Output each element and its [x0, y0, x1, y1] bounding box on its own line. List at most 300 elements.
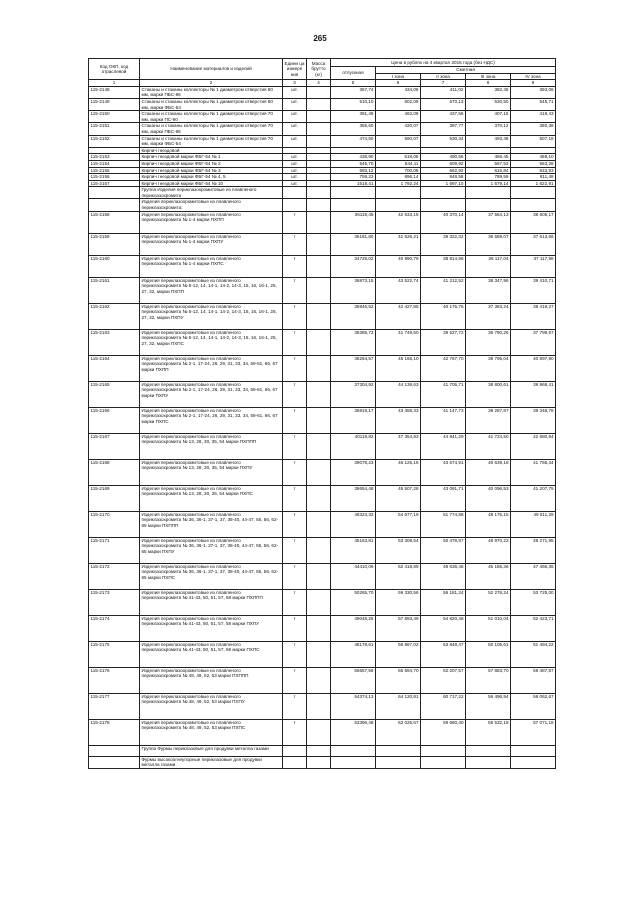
cell-zone-2: 49 636,45	[421, 563, 466, 589]
cell-zone-4: 51 494,22	[511, 641, 556, 667]
cell-mass	[307, 233, 331, 255]
cell-zone-2: 44 841,29	[421, 433, 466, 459]
cell-zone-2: 54 820,48	[421, 615, 466, 641]
cell-price: 50265,70	[331, 589, 376, 615]
cell-mass	[307, 589, 331, 615]
cell-code	[89, 756, 140, 768]
cell-mass	[307, 86, 331, 98]
cell-name: Изделия периклазохромитовые из плавленого периклазохромита № 5-12, 14, 14-1, 14-2, 14-3, 15, 16, 16-1, 25, 27, 32, марки ПХПС	[140, 329, 283, 355]
cell-name: Изделия периклазохромитовые из плавленого периклазохромита № 41-43, 50, 51, 57, 58 марки ПХППП	[140, 589, 283, 615]
cell-mass	[307, 167, 331, 174]
cell-code: 115-2157	[89, 180, 140, 187]
header-name: Наименование материалов и изделий	[140, 59, 283, 80]
cell-mass	[307, 719, 331, 745]
cell-unit: т	[283, 381, 307, 407]
column-index: 5	[331, 80, 376, 87]
cell-name: Кирпич гнездовой марки ФБГ-54 № 4, 5	[140, 174, 283, 181]
table-header	[89, 59, 556, 87]
cell-zone-2	[421, 147, 466, 154]
cell-zone-1: 47 354,93	[376, 433, 421, 459]
cell-zone-4: 42 880,84	[511, 433, 556, 459]
cell-price: 35945,52	[331, 303, 376, 329]
cell-mass	[307, 693, 331, 719]
cell-code	[89, 187, 140, 199]
cell-zone-2: 39 322,32	[421, 233, 466, 255]
cell-zone-3: 530,50	[466, 98, 511, 110]
cell-price: 40119,82	[331, 433, 376, 459]
cell-price: 391,49	[331, 111, 376, 123]
cell-zone-2: 41 705,71	[421, 381, 466, 407]
table-row	[89, 160, 556, 167]
cell-zone-1: 462,09	[376, 111, 421, 123]
cell-mass	[307, 756, 331, 768]
cell-unit: шт.	[283, 180, 307, 187]
cell-zone-4: 47 466,35	[511, 563, 556, 589]
cell-zone-2: 437,56	[421, 111, 466, 123]
cell-zone-1: 56 867,02	[376, 641, 421, 667]
cell-code	[89, 745, 140, 756]
page-number: 265	[313, 34, 327, 43]
cell-mass	[307, 381, 331, 407]
cell-zone-3: 36 780,26	[466, 329, 511, 355]
cell-price: 49048,25	[331, 615, 376, 641]
cell-zone-3: 51 010,04	[466, 615, 511, 641]
cell-mass	[307, 277, 331, 303]
cell-zone-3: 40 096,53	[466, 485, 511, 511]
cell-unit: т	[283, 459, 307, 485]
cell-zone-2: 51 774,88	[421, 511, 466, 537]
header-price-group: Цена в рублях на 4 квартал 2015 года (без НДС)	[331, 59, 556, 67]
cell-zone-2	[421, 187, 466, 199]
column-index: 4	[307, 80, 331, 87]
cell-name: Изделия периклазохромитовые из плавленого периклазохромита № 1-4 марки ПХПУ	[140, 233, 283, 255]
table-row	[89, 303, 556, 329]
cell-unit: шт.	[283, 98, 307, 110]
table-row	[89, 211, 556, 233]
column-index: 9	[511, 80, 556, 87]
cell-price: 759,23	[331, 174, 376, 181]
cell-name: Изделия периклазохромитовые из плавленого периклазохромита № 2-1, 17-24, 26, 29, 31, 33, 34, 59-61, 66, 67 марки ПХПП	[140, 355, 283, 381]
cell-zone-2: 56 181,24	[421, 589, 466, 615]
cell-zone-4	[511, 187, 556, 199]
cell-zone-2: 41 212,52	[421, 277, 466, 303]
cell-unit: шт.	[283, 123, 307, 135]
cell-code: 115-2155	[89, 167, 140, 174]
cell-unit: т	[283, 589, 307, 615]
cell-code: 115-2164	[89, 355, 140, 381]
cell-zone-1: 896,14	[376, 174, 421, 181]
cell-mass	[307, 407, 331, 433]
cell-code: 115-2176	[89, 667, 140, 693]
cell-zone-4	[511, 147, 556, 154]
cell-mass	[307, 433, 331, 459]
cell-zone-2: 43 091,71	[421, 485, 466, 511]
cell-unit	[283, 199, 307, 211]
cell-zone-3: 55 532,18	[466, 719, 511, 745]
cell-name: Группа Изделия периклазохромитовые из плавленого периклазохромита	[140, 187, 283, 199]
table-row	[89, 255, 556, 277]
cell-zone-1: 518,05	[376, 154, 421, 161]
cell-code: 115-2175	[89, 641, 140, 667]
cell-name: Изделия периклазохромитовые из плавленого периклазохромита № 13, 28, 30, 35, 54 марки ПХППП	[140, 433, 283, 459]
header-otpusknaya: отпускная	[331, 67, 376, 80]
cell-unit: т	[283, 407, 307, 433]
cell-zone-1: 54 677,19	[376, 511, 421, 537]
cell-zone-2: 570,13	[421, 98, 466, 110]
table-row	[89, 123, 556, 135]
cell-zone-2: 609,92	[421, 160, 466, 167]
cell-price: 545,70	[331, 160, 376, 167]
cell-zone-4: 545,71	[511, 98, 556, 110]
cell-price: 44410,09	[331, 563, 376, 589]
cell-zone-3: 48 176,15	[466, 511, 511, 537]
cell-price: 46323,33	[331, 511, 376, 537]
table-row	[89, 459, 556, 485]
table-row	[89, 433, 556, 459]
table-row	[89, 98, 556, 110]
cell-code: 115-2174	[89, 615, 140, 641]
cell-code: 115-2165	[89, 381, 140, 407]
cell-name: Кирпич гнездовой марки ФБГ-54 № 10	[140, 180, 283, 187]
cell-zone-3: 39 795,04	[466, 355, 511, 381]
table-row	[89, 329, 556, 355]
cell-unit: шт.	[283, 111, 307, 123]
cell-zone-2: 530,34	[421, 135, 466, 147]
cell-code: 115-2160	[89, 255, 140, 277]
cell-zone-3: 616,84	[466, 167, 511, 174]
cell-mass	[307, 180, 331, 187]
cell-zone-3	[466, 756, 511, 768]
cell-code: 115-2152	[89, 135, 140, 147]
cell-mass	[307, 745, 331, 756]
cell-code: 115-2149	[89, 98, 140, 110]
cell-zone-3: 407,15	[466, 111, 511, 123]
cell-price: 37304,92	[331, 381, 376, 407]
price-table	[88, 58, 556, 769]
cell-unit	[283, 187, 307, 199]
cell-name: Изделия периклазохромитовые из плавленого периклазохромита № 48, 49, 52, 53 марки ПХПС	[140, 719, 283, 745]
cell-mass	[307, 667, 331, 693]
cell-mass	[307, 255, 331, 277]
table-row	[89, 111, 556, 123]
cell-name: Изделия периклазохромитовые из плавленого периклазохромита № 41-43, 50, 51, 57, 58 марки ПХПС	[140, 641, 283, 667]
cell-zone-2: 490,55	[421, 154, 466, 161]
group-row	[89, 745, 556, 756]
cell-zone-1: 41 749,50	[376, 329, 421, 355]
cell-zone-1: 57 893,49	[376, 615, 421, 641]
cell-zone-2: 42 767,70	[421, 355, 466, 381]
cell-name: Изделия периклазохромитовые из плавленого периклазохромита № 1-4 марки ПХПП	[140, 211, 283, 233]
cell-unit: т	[283, 719, 307, 745]
cell-zone-3: 1 579,14	[466, 180, 511, 187]
table-row	[89, 167, 556, 174]
cell-price: 510,10	[331, 98, 376, 110]
cell-mass	[307, 211, 331, 233]
cell-name: Кирпич гнездовой марки ФБГ-54 № 2	[140, 160, 283, 167]
cell-zone-2: 50 478,87	[421, 537, 466, 563]
cell-zone-1: 42 427,85	[376, 303, 421, 329]
cell-code: 115-2167	[89, 433, 140, 459]
cell-price: 54374,13	[331, 693, 376, 719]
cell-code: 115-2168	[89, 459, 140, 485]
table-row	[89, 511, 556, 537]
table-row	[89, 355, 556, 381]
cell-zone-4: 58 062,67	[511, 693, 556, 719]
cell-unit: шт.	[283, 154, 307, 161]
header-zone-4: IV зона	[511, 73, 556, 80]
cell-zone-1: 1 792,24	[376, 180, 421, 187]
cell-zone-3: 57 883,70	[466, 667, 511, 693]
cell-unit: т	[283, 537, 307, 563]
table-row	[89, 693, 556, 719]
cell-name: Изделия периклазохромитовые из плавленого периклазохромита № 41-43, 50, 51, 57, 58 марки ПХПУ	[140, 615, 283, 641]
cell-zone-2: 60 717,22	[421, 693, 466, 719]
cell-zone-3: 493,48	[466, 135, 511, 147]
cell-zone-4: 41 765,44	[511, 459, 556, 485]
table-row	[89, 589, 556, 615]
cell-name: Изделия периклазохромитовые из плавленого периклазохромита № 2-1, 17-24, 26, 29, 31, 33, 34, 59-61, 66, 67 марки ПХПС	[140, 407, 283, 433]
cell-zone-1: 59 330,56	[376, 589, 421, 615]
cell-zone-4	[511, 756, 556, 768]
cell-zone-3	[466, 147, 511, 154]
cell-zone-3: 37 564,13	[466, 211, 511, 233]
cell-unit: т	[283, 233, 307, 255]
table-row	[89, 485, 556, 511]
cell-zone-1	[376, 756, 421, 768]
cell-name: Изделия периклазохромитовые из плавленого периклазохромита № 13, 28, 30, 35, 54 марки ПХПУ	[140, 459, 283, 485]
cell-code: 115-2169	[89, 485, 140, 511]
cell-price: 48178,61	[331, 641, 376, 667]
cell-zone-1	[376, 187, 421, 199]
cell-price: 367,74	[331, 86, 376, 98]
cell-zone-4: 40 897,90	[511, 355, 556, 381]
table-row	[89, 277, 556, 303]
cell-zone-3: 382,45	[466, 86, 511, 98]
cell-name: Стаканы и стаканы коллекторы № 1 диаметром отверстия 60 мм, марки ПБС-86	[140, 86, 283, 98]
cell-price: 38264,57	[331, 355, 376, 381]
cell-zone-2: 848,58	[421, 174, 466, 181]
cell-zone-1: 43 458,33	[376, 407, 421, 433]
cell-mass	[307, 459, 331, 485]
cell-name: Стаканы и стаканы коллекторы № 1 диаметром отверстия 70 мм, марки ПБС-86	[140, 123, 283, 135]
group-row	[89, 756, 556, 768]
cell-unit	[283, 756, 307, 768]
table-row	[89, 135, 556, 147]
table-row	[89, 563, 556, 589]
column-index: 8	[466, 80, 511, 87]
header-zone-3: III зона	[466, 73, 511, 80]
cell-mass	[307, 641, 331, 667]
cell-mass	[307, 485, 331, 511]
cell-mass	[307, 563, 331, 589]
cell-mass	[307, 174, 331, 181]
cell-name: Изделия периклазохромитовые из плавленого периклазохромита:	[140, 199, 283, 211]
cell-unit: т	[283, 693, 307, 719]
cell-code	[89, 147, 140, 154]
cell-zone-1: 64 120,81	[376, 693, 421, 719]
column-index-row	[89, 80, 556, 87]
cell-zone-3: 52 276,24	[466, 589, 511, 615]
group-row	[89, 187, 556, 199]
cell-zone-2: 411,02	[421, 86, 466, 98]
cell-code: 115-2153	[89, 154, 140, 161]
cell-zone-4: 37 613,66	[511, 233, 556, 255]
cell-zone-3: 456,45	[466, 154, 511, 161]
cell-zone-4: 38 605,17	[511, 211, 556, 233]
cell-name: Фурмы высокоогнеупорные периклазовые для продувки металла газами	[140, 756, 283, 768]
cell-zone-3: 56 496,94	[466, 693, 511, 719]
cell-zone-1: 45 507,28	[376, 485, 421, 511]
cell-price: 593,12	[331, 167, 376, 174]
cell-code: 115-2173	[89, 589, 140, 615]
cell-zone-4: 1 622,91	[511, 180, 556, 187]
cell-price: 36119,45	[331, 211, 376, 233]
cell-code: 115-2177	[89, 693, 140, 719]
cell-price: 36819,17	[331, 407, 376, 433]
cell-price: 34728,02	[331, 255, 376, 277]
table-row	[89, 180, 556, 187]
header-unit: Едини ца измере ния	[283, 59, 307, 80]
cell-zone-2: 1 697,10	[421, 180, 466, 187]
cell-zone-1: 65 694,70	[376, 667, 421, 693]
cell-unit: т	[283, 615, 307, 641]
header-zone-1: I зона	[376, 73, 421, 80]
cell-code: 115-2172	[89, 563, 140, 589]
header-zone-2: II зона	[421, 73, 466, 80]
cell-zone-4	[511, 199, 556, 211]
cell-unit: т	[283, 277, 307, 303]
cell-mass	[307, 537, 331, 563]
cell-code	[89, 199, 140, 211]
cell-price	[331, 756, 376, 768]
cell-mass	[307, 511, 331, 537]
cell-unit: т	[283, 667, 307, 693]
cell-zone-4: 37 799,57	[511, 329, 556, 355]
cell-zone-1	[376, 147, 421, 154]
cell-zone-4: 469,10	[511, 154, 556, 161]
cell-unit: т	[283, 255, 307, 277]
cell-name: Стаканы и стаканы коллекторы № 1 диаметром отверстия 60 мм, марки ФБС-54	[140, 98, 283, 110]
column-index: 1	[89, 80, 140, 87]
cell-mass	[307, 329, 331, 355]
cell-zone-4: 39 410,71	[511, 277, 556, 303]
table-body	[89, 86, 556, 768]
cell-zone-4: 380,38	[511, 123, 556, 135]
cell-zone-4: 633,93	[511, 167, 556, 174]
cell-unit: т	[283, 355, 307, 381]
cell-name: Изделия периклазохромитовые из плавленого периклазохромита № 48, 49, 52, 53 марки ПХПУ	[140, 693, 283, 719]
cell-name: Стаканы и стаканы коллекторы № 1 диаметром отверстия 70 мм, марки ПС-90	[140, 111, 283, 123]
cell-price: 35181,80	[331, 233, 376, 255]
table-row	[89, 86, 556, 98]
cell-zone-4: 57 071,18	[511, 719, 556, 745]
cell-zone-3: 36 117,04	[466, 255, 511, 277]
cell-unit: шт.	[283, 86, 307, 98]
cell-zone-4: 59 487,87	[511, 667, 556, 693]
cell-zone-1: 560,07	[376, 135, 421, 147]
cell-mass	[307, 199, 331, 211]
cell-unit: т	[283, 433, 307, 459]
cell-price: 35385,73	[331, 329, 376, 355]
cell-zone-3: 37 383,24	[466, 303, 511, 329]
cell-price	[331, 147, 376, 154]
cell-mass	[307, 147, 331, 154]
cell-zone-4: 39 348,78	[511, 407, 556, 433]
cell-price	[331, 199, 376, 211]
cell-zone-2: 59 680,40	[421, 719, 466, 745]
cell-unit	[283, 147, 307, 154]
cell-name: Изделия периклазохромитовые из плавленого периклазохромита № 36, 36-1, 37-1, 37, 38-40, 44-47, 55, 56, 62-65 марки ПХПС	[140, 563, 283, 589]
cell-zone-3: 370,12	[466, 123, 511, 135]
cell-zone-3: 46 970,23	[466, 537, 511, 563]
cell-zone-4: 583,28	[511, 160, 556, 167]
cell-zone-4	[511, 745, 556, 756]
cell-zone-2: 39 527,72	[421, 329, 466, 355]
cell-mass	[307, 355, 331, 381]
cell-code: 115-2178	[89, 719, 140, 745]
cell-code: 115-2163	[89, 329, 140, 355]
cell-unit: т	[283, 303, 307, 329]
cell-price: 39078,23	[331, 459, 376, 485]
cell-mass	[307, 187, 331, 199]
cell-zone-1: 43 522,74	[376, 277, 421, 303]
cell-zone-2: 662,92	[421, 167, 466, 174]
column-index: 3	[283, 80, 307, 87]
cell-code: 115-2150	[89, 111, 140, 123]
cell-zone-1: 420,07	[376, 123, 421, 135]
cell-zone-1: 434,06	[376, 86, 421, 98]
cell-code: 115-2161	[89, 277, 140, 303]
cell-code: 115-2166	[89, 407, 140, 433]
cell-zone-4: 52 423,71	[511, 615, 556, 641]
cell-zone-4: 37 117,98	[511, 255, 556, 277]
cell-zone-2	[421, 756, 466, 768]
table-row	[89, 154, 556, 161]
cell-zone-2: 53 848,47	[421, 641, 466, 667]
cell-price: 36873,15	[331, 277, 376, 303]
cell-unit: шт.	[283, 167, 307, 174]
cell-name: Изделия периклазохромитовые из плавленого периклазохромита № 36, 36-1, 37-1, 37, 38-40, 44-47, 55, 56, 62-65 марки ПХПУ	[140, 537, 283, 563]
cell-unit: шт.	[283, 135, 307, 147]
cell-zone-2: 38 814,96	[421, 255, 466, 277]
group-row	[89, 199, 556, 211]
cell-zone-2: 62 207,57	[421, 667, 466, 693]
cell-mass	[307, 154, 331, 161]
cell-zone-1: 53 308,54	[376, 537, 421, 563]
cell-name: Изделия периклазохромитовые из плавленого периклазохромита № 48, 49, 52, 53 марки ПХППП	[140, 667, 283, 693]
cell-code: 115-2151	[89, 123, 140, 135]
cell-price	[331, 745, 376, 756]
cell-zone-4: 418,43	[511, 111, 556, 123]
table-row	[89, 233, 556, 255]
table-row	[89, 615, 556, 641]
cell-name: Изделия периклазохромитовые из плавленого периклазохромита № 5-12, 14, 14-1, 14-2, 14-3, 15, 16, 16-1, 25, 27, 32, марки ПХПУ	[140, 303, 283, 329]
cell-zone-2: 43 674,91	[421, 459, 466, 485]
cell-zone-1: 602,09	[376, 98, 421, 110]
cell-zone-3: 36 589,07	[466, 233, 511, 255]
cell-price: 45163,81	[331, 537, 376, 563]
cell-mass	[307, 135, 331, 147]
cell-name: Кирпич гнездовой марки ФБГ-54 № 3	[140, 167, 283, 174]
group-row	[89, 147, 556, 154]
cell-zone-1: 41 526,21	[376, 233, 421, 255]
cell-name: Стаканы и стаканы коллекторы № 1 диаметром отверстия 70 мм, марки ФБС-54	[140, 135, 283, 147]
cell-mass	[307, 123, 331, 135]
cell-zone-1: 700,08	[376, 167, 421, 174]
column-index: 7	[421, 80, 466, 87]
cell-price: 38654,48	[331, 485, 376, 511]
cell-price: 438,90	[331, 154, 376, 161]
